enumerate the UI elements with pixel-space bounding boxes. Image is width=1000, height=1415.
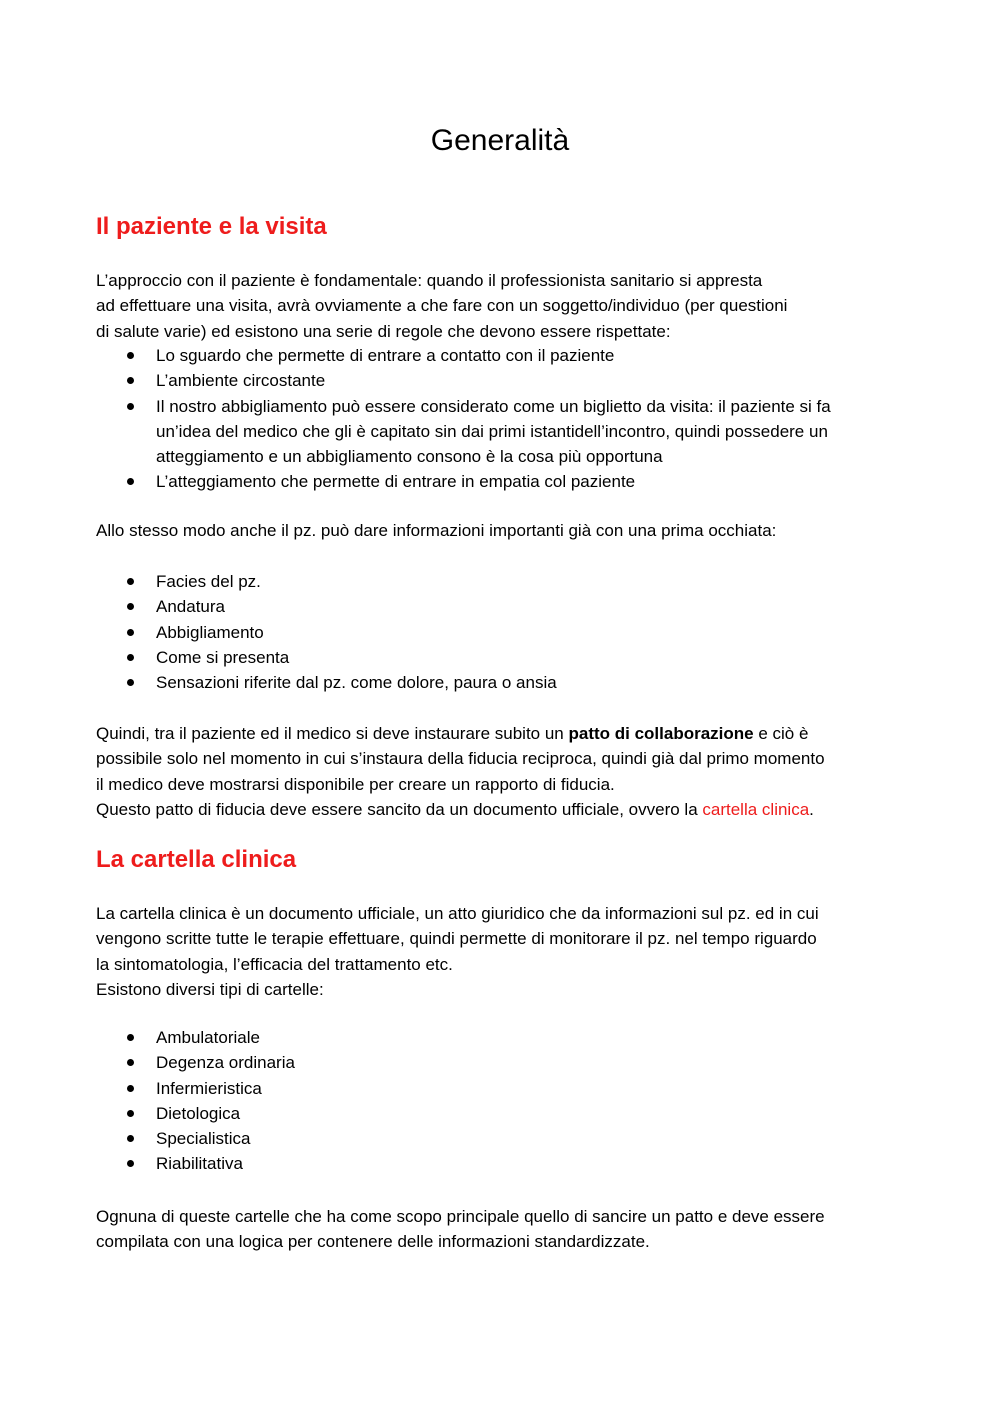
list-item	[96, 620, 926, 645]
bold-term-patto-di-collaborazione: patto di collaborazione	[568, 724, 754, 743]
text-line: L’approccio con il paziente è fondamentale: quando il professionista sanitario si appresta	[96, 271, 763, 290]
bullet-icon	[127, 578, 134, 585]
bullet-icon	[127, 352, 134, 359]
list-item-text: Dietologica	[156, 1103, 241, 1123]
list-item-text: Specialistica	[156, 1129, 251, 1149]
list-item	[96, 569, 926, 594]
list-item-text: Riabilitativa	[156, 1154, 243, 1174]
text-line: Esistono diversi tipi di cartelle:	[96, 979, 324, 999]
bullet-icon	[127, 603, 134, 610]
highlighted-term-cartella-clinica: cartella clinica	[702, 799, 810, 819]
text-run: .	[809, 799, 814, 819]
text-line: vengono scritte tutte le terapie effettuare, quindi permette di monitorare il pz. nel tempo riguardo	[96, 929, 817, 949]
bullet-icon	[127, 679, 134, 686]
list-item	[96, 343, 926, 368]
list-item-text: Abbigliamento	[156, 622, 264, 642]
bullet-icon	[127, 1110, 134, 1117]
list-item-text: L’ambiente circostante	[156, 371, 326, 391]
bullet-icon	[127, 377, 134, 384]
list-item	[96, 469, 926, 494]
list-item	[96, 670, 926, 695]
list-item-text: L’atteggiamento che permette di entrare in empatia col paziente	[156, 472, 636, 492]
intro-paragraph	[96, 268, 926, 344]
text-line: il medico deve mostrarsi disponibile per creare un rapporto di fiducia.	[96, 774, 615, 794]
list-item-text: Infermieristica	[156, 1078, 262, 1098]
text-line: Ognuna di queste cartelle che ha come scopo principale quello di sancire un patto e deve essere	[96, 1207, 825, 1226]
section-heading-paziente-visita: Il paziente e la visita	[96, 213, 327, 240]
text-line: possibile solo nel momento in cui s’instaura della fiducia reciproca, quindi già dal primo momento	[96, 749, 825, 769]
text-line: compilata con una logica per contenere delle informazioni standardizzate.	[96, 1232, 650, 1252]
document-title: Generalità	[430, 124, 570, 157]
cartella-types-list	[96, 1025, 926, 1177]
list-item	[96, 368, 926, 393]
bullet-icon	[127, 1135, 134, 1142]
list-item-text: Come si presenta	[156, 647, 290, 667]
bullet-icon	[127, 654, 134, 661]
section-heading-cartella-clinica: La cartella clinica	[96, 846, 297, 873]
list-item-text: atteggiamento e un abbigliamento consono è la cosa più opportuna	[156, 447, 663, 467]
conclusion-paragraph	[96, 721, 926, 822]
list-item-text: Andatura	[156, 597, 225, 617]
text-run: e ciò è	[753, 724, 809, 743]
text-line: La cartella clinica è un documento ufficiale, un atto giuridico che da informazioni sul pz. ed in cui	[96, 904, 819, 923]
cartella-intro-paragraph	[96, 901, 926, 1002]
patient-info-intro	[96, 518, 926, 543]
list-item	[96, 1025, 926, 1050]
list-item-text: Facies del pz.	[156, 572, 261, 591]
bullet-icon	[127, 403, 134, 410]
rules-list	[96, 343, 926, 495]
list-item	[96, 594, 926, 619]
text-line	[96, 721, 926, 746]
list-item	[96, 1126, 926, 1151]
list-item	[96, 1151, 926, 1176]
patient-info-list	[96, 569, 926, 695]
bullet-icon	[127, 1034, 134, 1041]
bullet-icon	[127, 1085, 134, 1092]
text-run: Quindi, tra il paziente ed il medico si deve instaurare subito un	[96, 724, 569, 743]
list-item	[96, 645, 926, 670]
bullet-icon	[127, 478, 134, 485]
list-item	[96, 1076, 926, 1101]
list-item	[96, 1101, 926, 1126]
list-item-text: Ambulatoriale	[156, 1028, 260, 1047]
list-item-text: un’idea del medico che gli è capitato sin dai primi istantidell’incontro, quindi possedere un	[156, 421, 828, 441]
text-line: Allo stesso modo anche il pz. può dare informazioni importanti già con una prima occhiata:	[96, 521, 777, 540]
text-line: la sintomatologia, l’efficacia del trattamento etc.	[96, 954, 453, 974]
bullet-icon	[127, 629, 134, 636]
list-item-text: Degenza ordinaria	[156, 1053, 295, 1073]
list-item-text: Lo sguardo che permette di entrare a contatto con il paziente	[156, 346, 615, 365]
text-line: ad effettuare una visita, avrà ovviamente a che fare con un soggetto/individuo (per questioni	[96, 296, 788, 316]
list-item-text: Sensazioni riferite dal pz. come dolore, paura o ansia	[156, 673, 557, 693]
text-line: di salute varie) ed esistono una serie di regole che devono essere rispettate:	[96, 321, 671, 341]
closing-paragraph	[96, 1204, 926, 1255]
bullet-icon	[127, 1160, 134, 1167]
list-item-text: Il nostro abbigliamento può essere considerato come un biglietto da visita: il paziente si fa	[156, 396, 831, 416]
text-run: Questo patto di fiducia deve essere sancito da un documento ufficiale, ovvero la	[96, 799, 703, 819]
text-line	[96, 797, 926, 822]
list-item	[96, 394, 926, 470]
list-item	[96, 1050, 926, 1075]
bullet-icon	[127, 1059, 134, 1066]
